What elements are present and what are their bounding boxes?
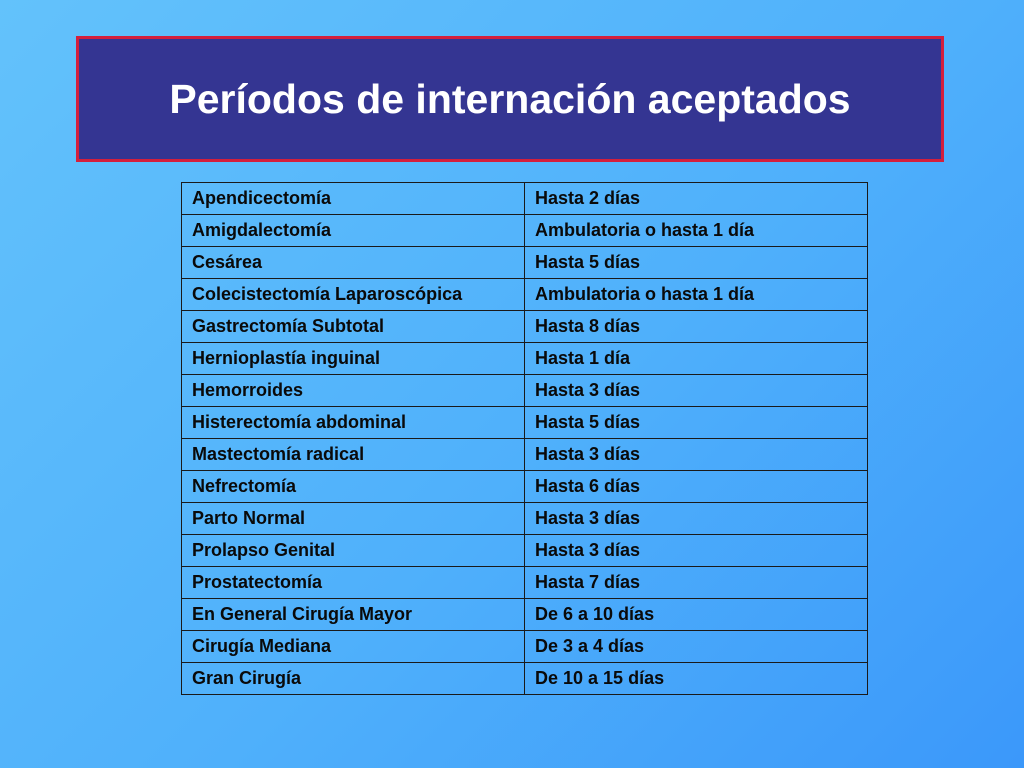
- stay-cell: Ambulatoria o hasta 1 día: [525, 215, 868, 247]
- procedure-cell: Gastrectomía Subtotal: [182, 311, 525, 343]
- table-row: [182, 503, 868, 535]
- procedure-cell: Prostatectomía: [182, 567, 525, 599]
- stay-cell: Hasta 3 días: [525, 375, 868, 407]
- table-row: [182, 663, 868, 695]
- stay-cell: Hasta 2 días: [525, 183, 868, 215]
- table-row: [182, 407, 868, 439]
- procedure-cell: Histerectomía abdominal: [182, 407, 525, 439]
- stay-cell: Hasta 5 días: [525, 247, 868, 279]
- hospitalization-table: [181, 182, 868, 695]
- procedure-cell: Amigdalectomía: [182, 215, 525, 247]
- stay-cell: Hasta 1 día: [525, 343, 868, 375]
- stay-cell: De 10 a 15 días: [525, 663, 868, 695]
- table-row: [182, 567, 868, 599]
- procedure-cell: Parto Normal: [182, 503, 525, 535]
- procedure-cell: Apendicectomía: [182, 183, 525, 215]
- slide-title: Períodos de internación aceptados: [169, 75, 851, 122]
- stay-cell: De 3 a 4 días: [525, 631, 868, 663]
- procedure-cell: Cirugía Mediana: [182, 631, 525, 663]
- table-row: [182, 535, 868, 567]
- procedure-cell: En General Cirugía Mayor: [182, 599, 525, 631]
- stay-cell: Hasta 7 días: [525, 567, 868, 599]
- stay-cell: De 6 a 10 días: [525, 599, 868, 631]
- procedure-cell: Hernioplastía inguinal: [182, 343, 525, 375]
- table-row: [182, 375, 868, 407]
- procedure-cell: Gran Cirugía: [182, 663, 525, 695]
- procedure-cell: Mastectomía radical: [182, 439, 525, 471]
- table-row: [182, 471, 868, 503]
- procedure-cell: Colecistectomía Laparoscópica: [182, 279, 525, 311]
- procedure-cell: Hemorroides: [182, 375, 525, 407]
- procedure-cell: Nefrectomía: [182, 471, 525, 503]
- stay-cell: Hasta 8 días: [525, 311, 868, 343]
- stay-cell: Hasta 5 días: [525, 407, 868, 439]
- stay-cell: Hasta 3 días: [525, 439, 868, 471]
- table-row: [182, 279, 868, 311]
- table-row: [182, 215, 868, 247]
- procedure-cell: Prolapso Genital: [182, 535, 525, 567]
- title-banner: [76, 36, 944, 162]
- table-row: [182, 247, 868, 279]
- table-row: [182, 183, 868, 215]
- procedure-cell: Cesárea: [182, 247, 525, 279]
- table-row: [182, 311, 868, 343]
- stay-cell: Hasta 3 días: [525, 503, 868, 535]
- table-row: [182, 343, 868, 375]
- stay-cell: Ambulatoria o hasta 1 día: [525, 279, 868, 311]
- table-row: [182, 439, 868, 471]
- table-row: [182, 599, 868, 631]
- table-body: [182, 183, 868, 695]
- stay-cell: Hasta 6 días: [525, 471, 868, 503]
- table-row: [182, 631, 868, 663]
- stay-cell: Hasta 3 días: [525, 535, 868, 567]
